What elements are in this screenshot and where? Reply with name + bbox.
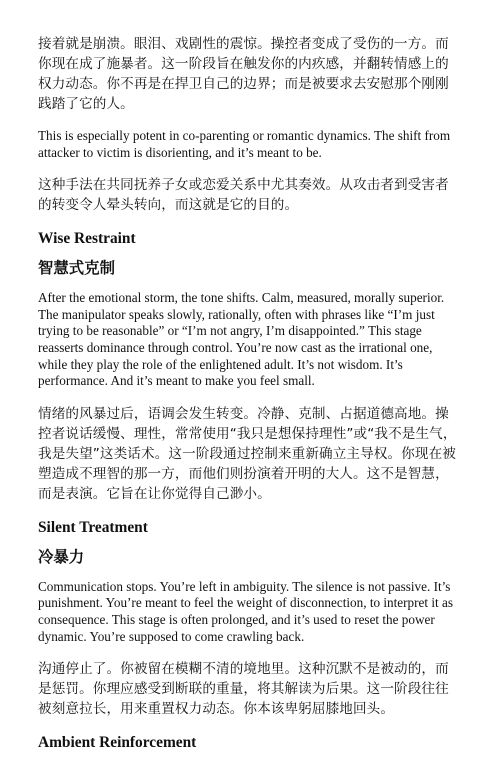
section-heading-zh: 冷暴力 — [38, 547, 85, 566]
document-page — [38, 34, 462, 762]
paragraph-en: Communication stops. You’re left in ambiguity. The silence is not passive. It’s punishment. You’re meant to feel the weight of disconnection, to interpret it as consequence. This stage is often prolonged, and it’s used to reset the power dynamic. You’re supposed to come crawling back. — [38, 578, 453, 644]
paragraph-zh: 接着就是崩溃。眼泪、戏剧性的震惊。操控者变成了受伤的一方。而你现在成了施暴者。这一阶段旨在触发你的内疚感，并翻转情感上的权力动态。你不再是在捍卫自己的边界；而是被要求去安慰那个刚刚践踏了它的人。 — [38, 36, 449, 112]
paragraph-zh: 情绪的风暴过后，语调会发生转变。冷静、克制、占据道德高地。操控者说话缓慢、理性，常常使用“我只是想保持理性”或“我不是生气，我是失望”这类话术。这一阶段通过控制来重新确立主导权。你现在被塑造成不理智的那一方，而他们则扮演着开明的大人。这不是智慧，而是表演。它旨在让你觉得自己渺小。 — [38, 405, 457, 502]
section-heading-en: Silent Treatment — [38, 518, 148, 536]
section-heading-zh: 智慧式克制 — [38, 259, 115, 278]
section-heading-en: Ambient Reinforcement — [38, 734, 197, 752]
paragraph-en: This is especially potent in co-parenting or romantic dynamics. The shift from attacker to victim is disorienting, and it’s meant to be. — [38, 128, 451, 160]
paragraph-zh: 这种手法在共同抚养子女或恋爱关系中尤其奏效。从攻击者到受害者的转变令人晕头转向，而这就是它的目的。 — [38, 177, 449, 214]
paragraph-zh: 沟通停止了。你被留在模糊不清的境地里。这种沉默不是被动的，而是惩罚。你理应感受到断联的重量，将其解读为后果。这一阶段往往被刻意拉长，用来重置权力动态。你本该卑躬屈膝地回头。 — [38, 661, 449, 718]
paragraph-en: After the emotional storm, the tone shifts. Calm, measured, morally superior. The manipulator speaks slowly, rationally, often with phrases like “I’m just trying to be reasonable” or “I’m not angry, I’m disappointed.” This stage reasserts dominance through control. You’re now cast as the irrational one, while they play the role of the enlightened adult. It’s not wisdom. It’s performance. And it’s meant to make you feel small. — [38, 290, 445, 389]
section-heading-en: Wise Restraint — [38, 230, 136, 248]
